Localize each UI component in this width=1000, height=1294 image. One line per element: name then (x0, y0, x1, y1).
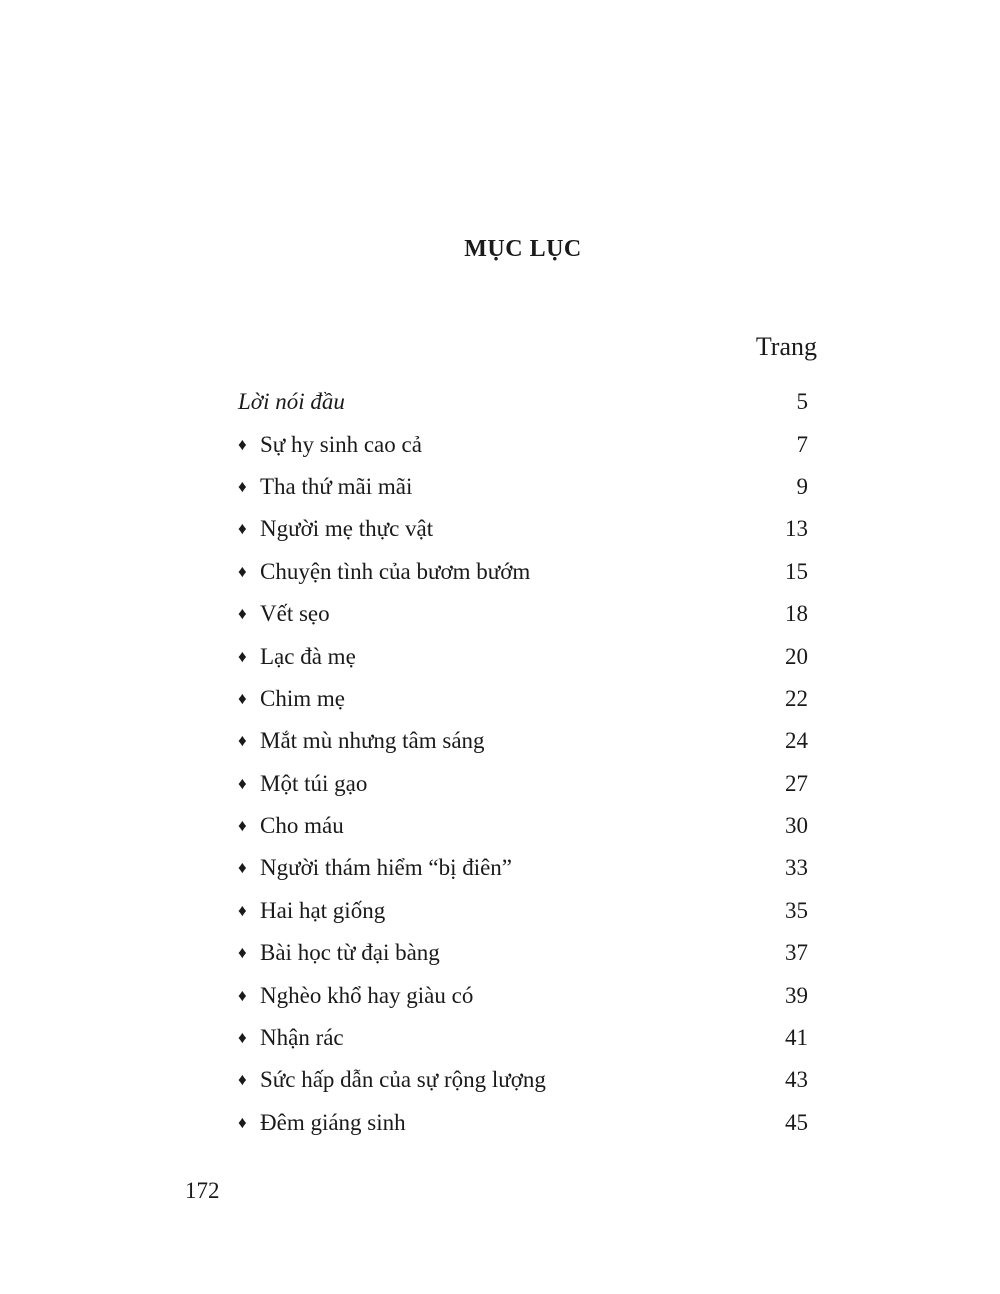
page-title: MỤC LỤC (464, 236, 582, 262)
toc-entry-page: 13 (785, 516, 808, 542)
diamond-bullet-icon: ♦ (238, 985, 247, 1005)
diamond-bullet-icon: ♦ (238, 900, 247, 920)
toc-entry-title-wrap (238, 516, 433, 542)
toc-entry-page: 22 (785, 685, 808, 711)
toc-entry-title: Vết sẹo (260, 601, 330, 627)
toc-entry-title: Tha thứ mãi mãi (260, 473, 413, 499)
toc-entry-title: Lạc đà mẹ (260, 643, 356, 669)
toc-entry-title-wrap (238, 855, 512, 881)
toc-entry (238, 508, 808, 550)
diamond-bullet-icon: ♦ (238, 943, 247, 963)
diamond-bullet-icon: ♦ (238, 773, 247, 793)
toc-entry (238, 551, 808, 593)
diamond-bullet-icon: ♦ (238, 688, 247, 708)
toc-entry-page: 5 (796, 389, 808, 415)
toc-entry-title: Nhận rác (260, 1025, 344, 1051)
diamond-bullet-icon: ♦ (238, 1028, 247, 1048)
toc-entry-title-wrap (238, 1025, 344, 1051)
page-number: 172 (185, 1178, 220, 1203)
toc-entry-title: Cho máu (260, 813, 344, 839)
diamond-bullet-icon: ♦ (238, 646, 247, 666)
toc-entry-page: 30 (785, 813, 808, 839)
toc-entry-title: Lời nói đầu (238, 389, 345, 415)
toc-entry-page: 33 (785, 855, 808, 881)
diamond-bullet-icon: ♦ (238, 476, 247, 496)
toc-entry (238, 423, 808, 465)
toc-entry-page: 41 (785, 1025, 808, 1051)
toc-entry-title-wrap (238, 432, 422, 458)
toc-entry (238, 678, 808, 720)
toc-entry-title-wrap (238, 474, 412, 500)
page-column-header: Trang (755, 332, 817, 361)
toc-entry-title: Hai hạt giống (260, 897, 386, 923)
diamond-bullet-icon: ♦ (238, 604, 247, 624)
toc-entry-page: 7 (796, 431, 808, 457)
toc-entry-page: 45 (785, 1109, 808, 1135)
toc-entry (238, 720, 808, 762)
diamond-bullet-icon: ♦ (238, 1070, 247, 1090)
toc-entry (238, 847, 808, 889)
toc-entry-title-wrap (238, 898, 385, 924)
toc-entry-page: 18 (785, 601, 808, 627)
toc-entry (238, 1017, 808, 1059)
toc-entry (238, 466, 808, 508)
toc-entry (238, 1102, 808, 1144)
toc-entry-title-wrap (238, 940, 440, 966)
toc-entry-page: 43 (785, 1067, 808, 1093)
toc-entry-title-wrap (238, 686, 345, 712)
toc-entry (238, 381, 808, 423)
toc-entry-page: 27 (785, 770, 808, 796)
toc-entry (238, 1059, 808, 1101)
toc-entry-title-wrap (238, 559, 530, 585)
toc-entry-title: Đêm giáng sinh (260, 1109, 406, 1135)
diamond-bullet-icon: ♦ (238, 858, 247, 878)
toc-entry-title: Chim mẹ (260, 685, 345, 711)
toc-entry-title: Bài học từ đại bàng (260, 940, 440, 966)
toc-entry-title-wrap (238, 1067, 546, 1093)
toc-entry-title-wrap (238, 1110, 406, 1136)
toc-entry-page: 9 (796, 473, 808, 499)
diamond-bullet-icon: ♦ (238, 434, 247, 454)
toc-entry-title-wrap (238, 389, 345, 415)
toc-entry-title-wrap (238, 601, 330, 627)
toc-entry-title: Người mẹ thực vật (260, 516, 434, 542)
toc-entry (238, 805, 808, 847)
toc-entry-title: Người thám hiểm “bị điên” (260, 855, 513, 881)
toc-entry (238, 974, 808, 1016)
toc-entry-title-wrap (238, 771, 367, 797)
diamond-bullet-icon: ♦ (238, 561, 247, 581)
toc-list (238, 381, 808, 1144)
toc-entry-title-wrap (238, 983, 473, 1009)
toc-entry-title-wrap (238, 813, 344, 839)
toc-entry-title: Một túi gạo (260, 770, 368, 796)
toc-entry-page: 35 (785, 897, 808, 923)
toc-entry (238, 763, 808, 805)
toc-entry-title: Mắt mù nhưng tâm sáng (260, 728, 485, 754)
toc-entry (238, 890, 808, 932)
toc-entry (238, 932, 808, 974)
toc-entry-page: 24 (785, 728, 808, 754)
toc-entry (238, 593, 808, 635)
toc-entry-page: 20 (785, 643, 808, 669)
toc-entry-title: Sức hấp dẫn của sự rộng lượng (260, 1067, 546, 1093)
toc-entry-title: Nghèo khổ hay giàu có (260, 982, 474, 1008)
toc-entry-page: 39 (785, 982, 808, 1008)
diamond-bullet-icon: ♦ (238, 816, 247, 836)
toc-entry-title: Chuyện tình của bươm bướm (260, 558, 531, 584)
toc-entry-page: 15 (785, 558, 808, 584)
diamond-bullet-icon: ♦ (238, 1112, 247, 1132)
diamond-bullet-icon: ♦ (238, 519, 247, 539)
toc-entry-title-wrap (238, 728, 485, 754)
diamond-bullet-icon: ♦ (238, 731, 247, 751)
toc-entry (238, 635, 808, 677)
toc-entry-page: 37 (785, 940, 808, 966)
toc-entry-title-wrap (238, 644, 356, 670)
toc-entry-title: Sự hy sinh cao cả (260, 431, 422, 457)
